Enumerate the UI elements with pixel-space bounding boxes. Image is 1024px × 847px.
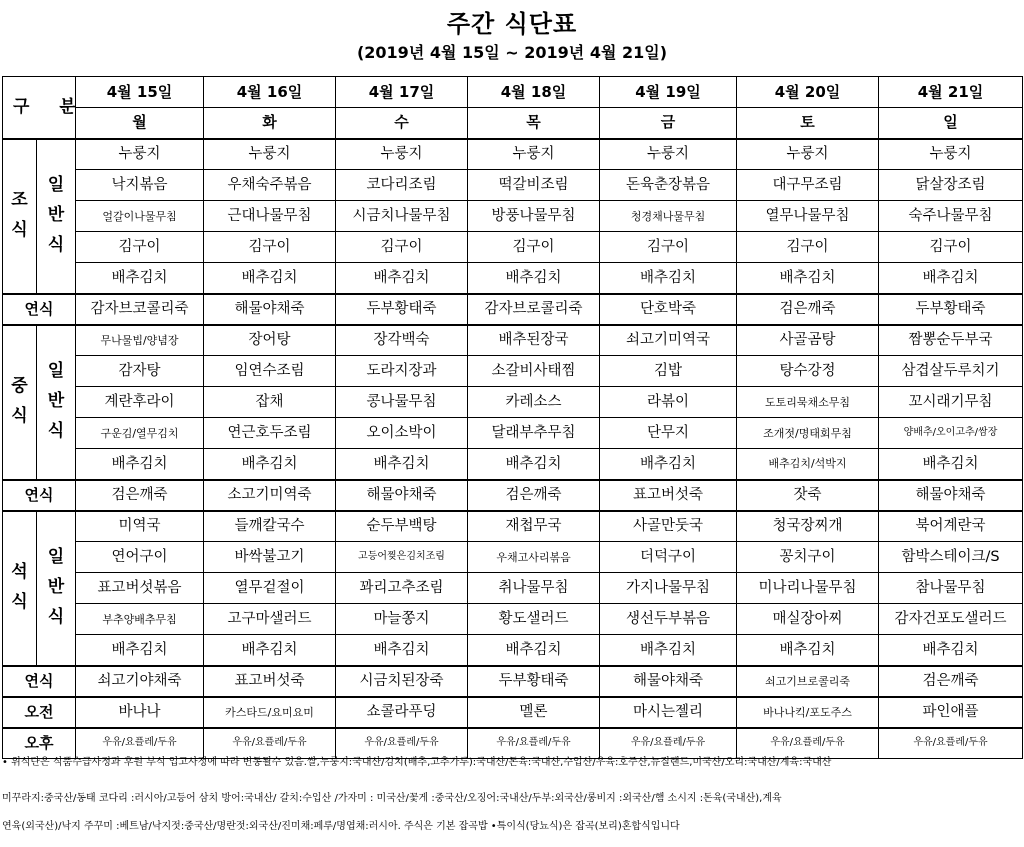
menu-cell: 조개젓/명태회무침 (737, 418, 879, 449)
snack-cell: 마시는젤리 (600, 697, 737, 728)
snack-cell: 우유/요플레/두유 (879, 728, 1023, 759)
menu-cell: 짬뽕순두부국 (879, 325, 1023, 356)
footnote-line: • 위식단은 식품수급사정과 후원 부식 입고사정에 따라 변동될수 있음.쌀,누룽지:국내산/김치(배추,고추가루):국내산/돈육:국내산,수입산/우육:호주산,뉴질랜드,미국산/오리:국내산/계육:국내산 (2, 757, 832, 768)
day-header: 월 (76, 108, 204, 139)
menu-cell: 단호박죽 (600, 294, 737, 325)
menu-cell: 꼬시래기무침 (879, 387, 1023, 418)
menu-cell: 배추김치 (76, 635, 204, 666)
snack-cell: 우유/요플레/두유 (468, 728, 600, 759)
snack-cell: 우유/요플레/두유 (600, 728, 737, 759)
menu-cell: 배추김치 (600, 263, 737, 294)
day-header: 화 (204, 108, 336, 139)
menu-cell: 김구이 (76, 232, 204, 263)
menu-cell: 달래부추무침 (468, 418, 600, 449)
menu-cell: 더덕구이 (600, 542, 737, 573)
menu-cell: 바싹불고기 (204, 542, 336, 573)
menu-cell: 배추김치 (336, 449, 468, 480)
menu-cell: 함박스테이크/S (879, 542, 1023, 573)
menu-cell: 소고기미역죽 (204, 480, 336, 511)
menu-cell: 시금치나물무침 (336, 201, 468, 232)
menu-cell: 누룽지 (600, 139, 737, 170)
menu-cell: 열무나물무침 (737, 201, 879, 232)
menu-cell: 장어탕 (204, 325, 336, 356)
menu-cell: 배추김치 (204, 635, 336, 666)
menu-cell: 삼겹살두루치기 (879, 356, 1023, 387)
menu-cell: 김구이 (600, 232, 737, 263)
menu-cell: 콩나물무침 (336, 387, 468, 418)
menu-cell: 배추김치/석박지 (737, 449, 879, 480)
breakfast-regular-label: 일 반 식 (37, 139, 76, 294)
menu-cell: 두부황태죽 (336, 294, 468, 325)
menu-cell: 양배추/오이고추/쌈장 (879, 418, 1023, 449)
menu-cell: 배추김치 (336, 635, 468, 666)
snack-cell: 카스타드/요미요미 (204, 697, 336, 728)
dinner-label: 석 식 (3, 511, 37, 666)
day-header: 토 (737, 108, 879, 139)
menu-cell: 누룽지 (336, 139, 468, 170)
menu-cell: 카레소스 (468, 387, 600, 418)
menu-cell: 미역국 (76, 511, 204, 542)
snack-cell: 멜론 (468, 697, 600, 728)
menu-cell: 표고버섯죽 (204, 666, 336, 697)
menu-cell: 닭살장조림 (879, 170, 1023, 201)
footnote-line: 연육(외국산)/낙지 주꾸미 :베트남/낙지젓:중국산/명란젓:외국산/진미채:페루/명엽채:러시아. 주식은 기본 잡곡밥 •특이식(당뇨식)은 잡곡(보리)혼합식입니다 (2, 821, 680, 832)
menu-cell: 돈육춘장볶음 (600, 170, 737, 201)
menu-cell: 배추김치 (468, 263, 600, 294)
menu-cell: 사골곰탕 (737, 325, 879, 356)
gubun-header: 구 분 (3, 77, 76, 139)
lunch-regular-label: 일 반 식 (37, 325, 76, 480)
menu-cell: 황도샐러드 (468, 604, 600, 635)
breakfast-label: 조 식 (3, 139, 37, 294)
menu-cell: 참나물무침 (879, 573, 1023, 604)
day-header: 목 (468, 108, 600, 139)
day-header: 수 (336, 108, 468, 139)
menu-cell: 우채숙주볶음 (204, 170, 336, 201)
menu-cell: 해물야채죽 (600, 666, 737, 697)
menu-cell: 오이소박이 (336, 418, 468, 449)
menu-cell: 시금치된장죽 (336, 666, 468, 697)
menu-cell: 배추김치 (737, 263, 879, 294)
menu-cell: 배추김치 (600, 635, 737, 666)
menu-table (2, 76, 1023, 759)
snack-cell: 바나나 (76, 697, 204, 728)
menu-cell: 고구마샐러드 (204, 604, 336, 635)
menu-cell: 단무지 (600, 418, 737, 449)
menu-cell: 배추김치 (336, 263, 468, 294)
snack-cell: 우유/요플레/두유 (76, 728, 204, 759)
day-header: 금 (600, 108, 737, 139)
menu-cell: 배추김치 (737, 635, 879, 666)
date-header: 4월 16일 (204, 77, 336, 108)
date-header: 4월 17일 (336, 77, 468, 108)
menu-cell: 라볶이 (600, 387, 737, 418)
menu-cell: 감자건포도샐러드 (879, 604, 1023, 635)
lunch-soft-label: 연식 (3, 480, 76, 511)
date-header: 4월 19일 (600, 77, 737, 108)
menu-cell: 열무겉절이 (204, 573, 336, 604)
snack-cell: 쇼콜라푸딩 (336, 697, 468, 728)
menu-cell: 잣죽 (737, 480, 879, 511)
menu-cell: 표고버섯죽 (600, 480, 737, 511)
menu-cell: 누룽지 (737, 139, 879, 170)
menu-cell: 순두부백탕 (336, 511, 468, 542)
menu-cell: 부추양배추무침 (76, 604, 204, 635)
menu-cell: 꽁치구이 (737, 542, 879, 573)
menu-cell: 배추김치 (76, 263, 204, 294)
menu-cell: 매실장아찌 (737, 604, 879, 635)
menu-cell: 떡갈비조림 (468, 170, 600, 201)
lunch-label: 중 식 (3, 325, 37, 480)
menu-cell: 계란후라이 (76, 387, 204, 418)
afternoon-snack-label: 오후 (3, 728, 76, 759)
footnotes (2, 756, 1020, 833)
menu-cell: 검은깨죽 (468, 480, 600, 511)
menu-cell: 북어계란국 (879, 511, 1023, 542)
page-title: 주간 식단표 (446, 10, 578, 38)
snack-cell: 바나나킥/포도주스 (737, 697, 879, 728)
menu-cell: 김밥 (600, 356, 737, 387)
date-header: 4월 21일 (879, 77, 1023, 108)
footnote-line: 미꾸라지:중국산/동태 코다리 :러시아/고등어 삼치 방어:국내산/ 갈치:수입산 /가자미 : 미국산/꽃게 :중국산/오징어:국내산/두부:외국산/롱비지 :외국산/햄 소시지 :돈육(국내산),계육 (2, 793, 782, 804)
menu-cell: 마늘쫑지 (336, 604, 468, 635)
menu-cell: 배추김치 (879, 449, 1023, 480)
snack-cell: 파인애플 (879, 697, 1023, 728)
menu-cell: 재첩무국 (468, 511, 600, 542)
menu-cell: 감자브로콜리죽 (468, 294, 600, 325)
menu-cell: 검은깨죽 (76, 480, 204, 511)
menu-cell: 배추김치 (879, 635, 1023, 666)
menu-cell: 해물야채죽 (336, 480, 468, 511)
menu-cell: 잡채 (204, 387, 336, 418)
menu-cell: 대구무조림 (737, 170, 879, 201)
menu-cell: 고등어찢은김치조림 (336, 542, 468, 573)
menu-cell: 김구이 (468, 232, 600, 263)
menu-cell: 들깨칼국수 (204, 511, 336, 542)
menu-cell: 무나물빕/양념장 (76, 325, 204, 356)
menu-cell: 해물야채죽 (204, 294, 336, 325)
menu-cell: 김구이 (737, 232, 879, 263)
menu-cell: 청국장찌개 (737, 511, 879, 542)
menu-cell: 꽈리고추조림 (336, 573, 468, 604)
date-header: 4월 18일 (468, 77, 600, 108)
menu-cell: 얼갈이나물무침 (76, 201, 204, 232)
menu-cell: 배추된장국 (468, 325, 600, 356)
menu-cell: 가지나물무침 (600, 573, 737, 604)
snack-cell: 우유/요플레/두유 (737, 728, 879, 759)
menu-cell: 방풍나물무침 (468, 201, 600, 232)
menu-cell: 두부황태죽 (468, 666, 600, 697)
date-header: 4월 15일 (76, 77, 204, 108)
menu-cell: 두부황태죽 (879, 294, 1023, 325)
date-header: 4월 20일 (737, 77, 879, 108)
menu-cell: 배추김치 (879, 263, 1023, 294)
menu-cell: 김구이 (204, 232, 336, 263)
menu-cell: 연어구이 (76, 542, 204, 573)
menu-cell: 도토리묵채소무침 (737, 387, 879, 418)
snack-cell: 우유/요플레/두유 (204, 728, 336, 759)
menu-cell: 배추김치 (468, 635, 600, 666)
menu-cell: 소갈비사태찜 (468, 356, 600, 387)
menu-cell: 생선두부볶음 (600, 604, 737, 635)
menu-cell: 임연수조림 (204, 356, 336, 387)
menu-cell: 사골만둣국 (600, 511, 737, 542)
menu-cell: 배추김치 (600, 449, 737, 480)
menu-cell: 검은깨죽 (879, 666, 1023, 697)
menu-cell: 숙주나물무침 (879, 201, 1023, 232)
menu-cell: 검은깨죽 (737, 294, 879, 325)
menu-cell: 누룽지 (468, 139, 600, 170)
menu-cell: 김구이 (336, 232, 468, 263)
menu-cell: 도라지장과 (336, 356, 468, 387)
snack-cell: 우유/요플레/두유 (336, 728, 468, 759)
menu-cell: 배추김치 (468, 449, 600, 480)
menu-cell: 배추김치 (76, 449, 204, 480)
menu-cell: 쇠고기야채죽 (76, 666, 204, 697)
menu-cell: 해물야채죽 (879, 480, 1023, 511)
menu-cell: 감자브코콜리죽 (76, 294, 204, 325)
menu-cell: 배추김치 (204, 449, 336, 480)
breakfast-soft-label: 연식 (3, 294, 76, 325)
menu-cell: 낙지볶음 (76, 170, 204, 201)
menu-cell: 김구이 (879, 232, 1023, 263)
menu-cell: 구운김/열무김치 (76, 418, 204, 449)
menu-cell: 취나물무침 (468, 573, 600, 604)
page-subtitle: (2019년 4월 15일 ~ 2019년 4월 21일) (356, 43, 668, 62)
menu-cell: 누룽지 (879, 139, 1023, 170)
menu-cell: 청경채나물무침 (600, 201, 737, 232)
morning-snack-label: 오전 (3, 697, 76, 728)
menu-cell: 탕수강정 (737, 356, 879, 387)
dinner-soft-label: 연식 (3, 666, 76, 697)
menu-cell: 연근호두조림 (204, 418, 336, 449)
menu-cell: 배추김치 (204, 263, 336, 294)
menu-cell: 코다리조림 (336, 170, 468, 201)
day-header: 일 (879, 108, 1023, 139)
menu-cell: 감자탕 (76, 356, 204, 387)
menu-cell: 누룽지 (204, 139, 336, 170)
menu-cell: 표고버섯볶음 (76, 573, 204, 604)
menu-cell: 쇠고기미역국 (600, 325, 737, 356)
menu-cell: 미나리나물무침 (737, 573, 879, 604)
dinner-regular-label: 일 반 식 (37, 511, 76, 666)
menu-cell: 근대나물무침 (204, 201, 336, 232)
menu-cell: 장각백숙 (336, 325, 468, 356)
menu-cell: 누룽지 (76, 139, 204, 170)
menu-cell: 쇠고기브로콜리죽 (737, 666, 879, 697)
menu-cell: 우채고사리볶음 (468, 542, 600, 573)
